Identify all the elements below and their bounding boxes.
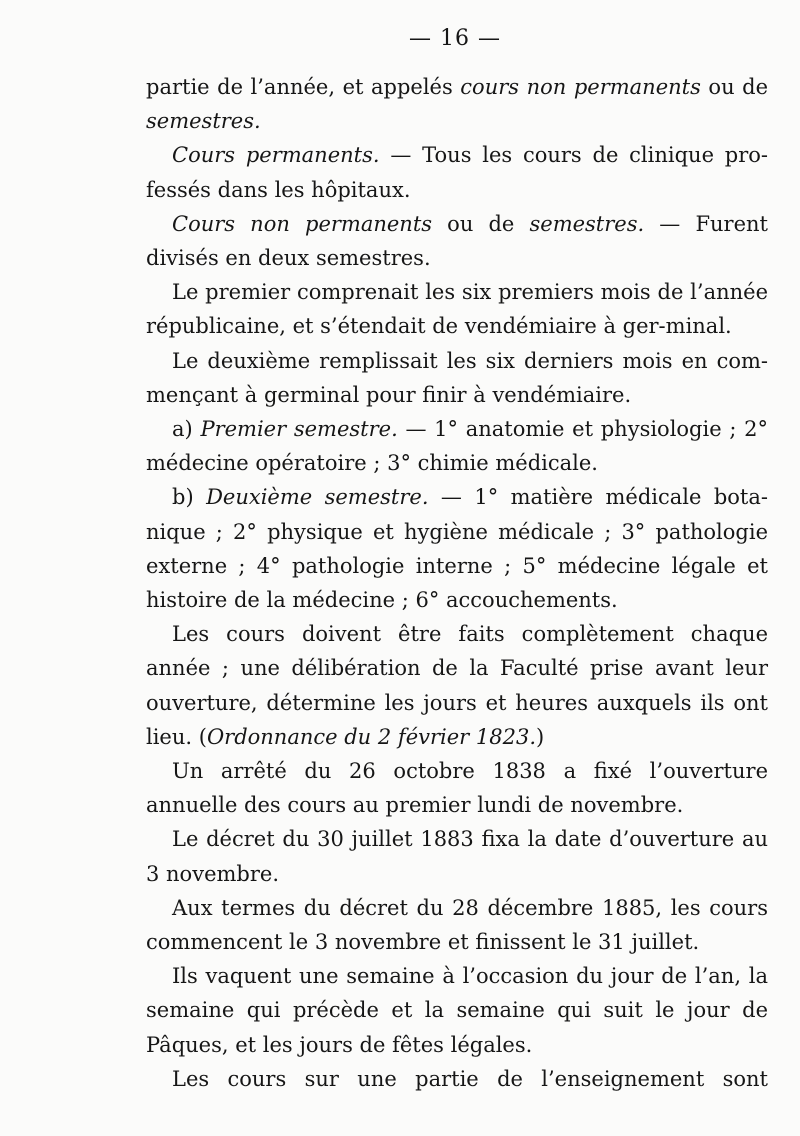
body-text <box>146 70 768 1096</box>
text-run: — 1° anatomie et physiologie ; 2° médecine opératoire ; 3° chimie médicale. <box>146 417 769 476</box>
text-run: ou de <box>700 75 769 99</box>
paragraph <box>146 822 768 890</box>
paragraph <box>146 138 768 206</box>
paragraph <box>146 754 768 822</box>
text-run: Le premier comprenait les six premiers mois de l’année républicaine, et s’étendait de vendémiaire à ger-minal. <box>146 280 768 339</box>
text-run: partie de l’année, et appelés <box>146 75 461 99</box>
text-run: ) <box>536 724 545 749</box>
text-run: Un arrêté du 26 octobre 1838 a fixé l’ouverture annuelle des cours au premier lundi de novembre. <box>146 759 768 818</box>
italic-text: Cours non permanents <box>172 211 433 236</box>
paragraph <box>146 207 768 275</box>
paragraph <box>146 480 768 617</box>
text-run: Les cours doivent être faits complètement chaque année ; une délibération de la Faculté prise avant leur ouverture, détermine les jours et heures auxquels ils ont lieu. ( <box>146 622 768 749</box>
italic-text: cours non permanents <box>460 75 701 99</box>
text-run: a) <box>172 417 201 442</box>
italic-text: semestres. <box>529 211 645 236</box>
italic-text: Premier semestre. <box>200 417 398 442</box>
page-number: — 16 — <box>409 26 501 51</box>
paragraph <box>146 959 768 1062</box>
italic-text: Deuxième semestre. <box>206 485 429 510</box>
text-run: Les cours sur une partie de l’enseignement sont <box>172 1066 768 1091</box>
paragraph <box>146 344 768 412</box>
text-run: Le décret du 30 juillet 1883 fixa la date d’ouverture au 3 novembre. <box>146 827 768 886</box>
paragraph <box>146 1062 768 1096</box>
italic-text: semestres. <box>146 109 261 134</box>
text-run: Le deuxième remplissait les six derniers mois en com-mençant à germinal pour finir à vendémiaire. <box>146 348 768 407</box>
italic-text: Cours permanents. <box>172 143 380 168</box>
text-run: — 1° matière médicale bota-nique ; 2° physique et hygiène médicale ; 3° pathologie externe ; 4° pathologie interne ; 5° médecine légale et histoire de la médecine ; 6° accouchements. <box>146 485 768 613</box>
paragraph <box>146 275 768 343</box>
text-run: Ils vaquent une semaine à l’occasion du jour de l’an, la semaine qui précède et la semaine qui suit le jour de Pâques, et les jours de fêtes légales. <box>146 964 768 1057</box>
paragraph <box>146 412 768 480</box>
paragraph <box>146 891 768 959</box>
text-run: b) <box>172 485 207 510</box>
text-run: Aux termes du décret du 28 décembre 1885, les cours commencent le 3 novembre et finissent le 31 juillet. <box>146 895 768 955</box>
text-run: ou de <box>432 211 530 236</box>
paragraph <box>146 617 768 754</box>
text-run: — Tous les cours de clinique pro-fessés dans les hôpitaux. <box>146 143 769 202</box>
text-run: — Furent divisés en deux semestres. <box>146 211 768 271</box>
paragraph <box>146 70 768 138</box>
italic-text: Ordonnance du 2 février 1823. <box>206 724 536 749</box>
